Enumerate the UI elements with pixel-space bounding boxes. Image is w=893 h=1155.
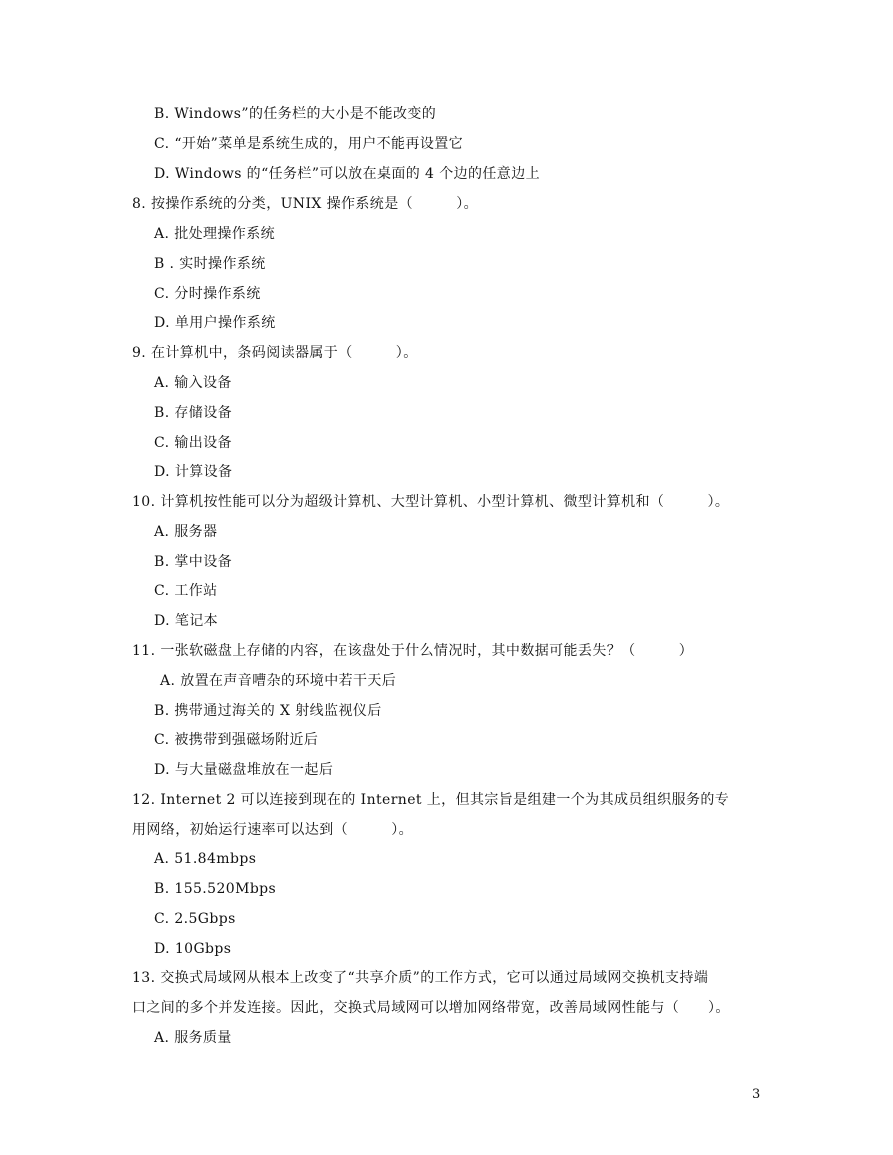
- question-line: 13. 交换式局域网从根本上改变了“共享介质”的工作方式，它可以通过局域网交换机支持端: [132, 970, 709, 986]
- page-number: 3: [752, 1087, 761, 1102]
- question-line: 口之间的多个并发连接。因此，交换式局域网可以增加网络带宽，改善局域网性能与（ ）。: [132, 1000, 730, 1016]
- option-line: C. “开始”菜单是系统生成的，用户不能再设置它: [154, 136, 464, 152]
- question-line: 12. Internet 2 可以连接到现在的 Internet 上，但其宗旨是组建一个为其成员组织服务的专: [132, 792, 730, 808]
- option-line: C. 2.5Gbps: [154, 911, 236, 927]
- option-line: C. 工作站: [154, 583, 218, 599]
- option-line: A. 放置在声音嘈杂的环境中若干天后: [160, 673, 397, 689]
- option-line: C. 分时操作系统: [154, 286, 261, 302]
- option-line: D. 单用户操作系统: [154, 315, 276, 331]
- option-line: D. Windows 的“任务栏”可以放在桌面的 4 个边的任意边上: [154, 166, 540, 182]
- option-line: A. 批处理操作系统: [154, 226, 276, 242]
- option-line: D. 计算设备: [154, 464, 233, 480]
- option-line: A. 输入设备: [154, 375, 232, 391]
- option-line: D. 笔记本: [154, 613, 219, 629]
- option-line: A. 服务质量: [154, 1030, 232, 1046]
- option-line: D. 10Gbps: [154, 941, 232, 957]
- option-line: B. 155.520Mbps: [154, 881, 277, 897]
- question-line: 8. 按操作系统的分类，UNIX 操作系统是（ ）。: [132, 196, 479, 212]
- question-line: 9. 在计算机中，条码阅读器属于（ ）。: [132, 345, 418, 361]
- option-line: B. Windows”的任务栏的大小是不能改变的: [154, 106, 437, 122]
- option-line: A. 服务器: [154, 524, 218, 540]
- option-line: B. 携带通过海关的 X 射线监视仪后: [154, 703, 382, 719]
- option-line: B. 存储设备: [154, 405, 232, 421]
- option-line: C. 输出设备: [154, 435, 232, 451]
- question-line: 用网络，初始运行速率可以达到（ ）。: [132, 822, 413, 838]
- option-line: A. 51.84mbps: [154, 851, 257, 867]
- option-line: B . 实时操作系统: [154, 256, 266, 272]
- question-line: 10. 计算机按性能可以分为超级计算机、大型计算机、小型计算机、微型计算机和（ ）。: [132, 494, 730, 510]
- option-line: C. 被携带到强磁场附近后: [154, 732, 319, 748]
- question-line: 11. 一张软磁盘上存储的内容，在该盘处于什么情况时，其中数据可能丢失？（ ）: [132, 643, 694, 659]
- option-line: D. 与大量磁盘堆放在一起后: [154, 762, 334, 778]
- option-line: B. 掌中设备: [154, 554, 232, 570]
